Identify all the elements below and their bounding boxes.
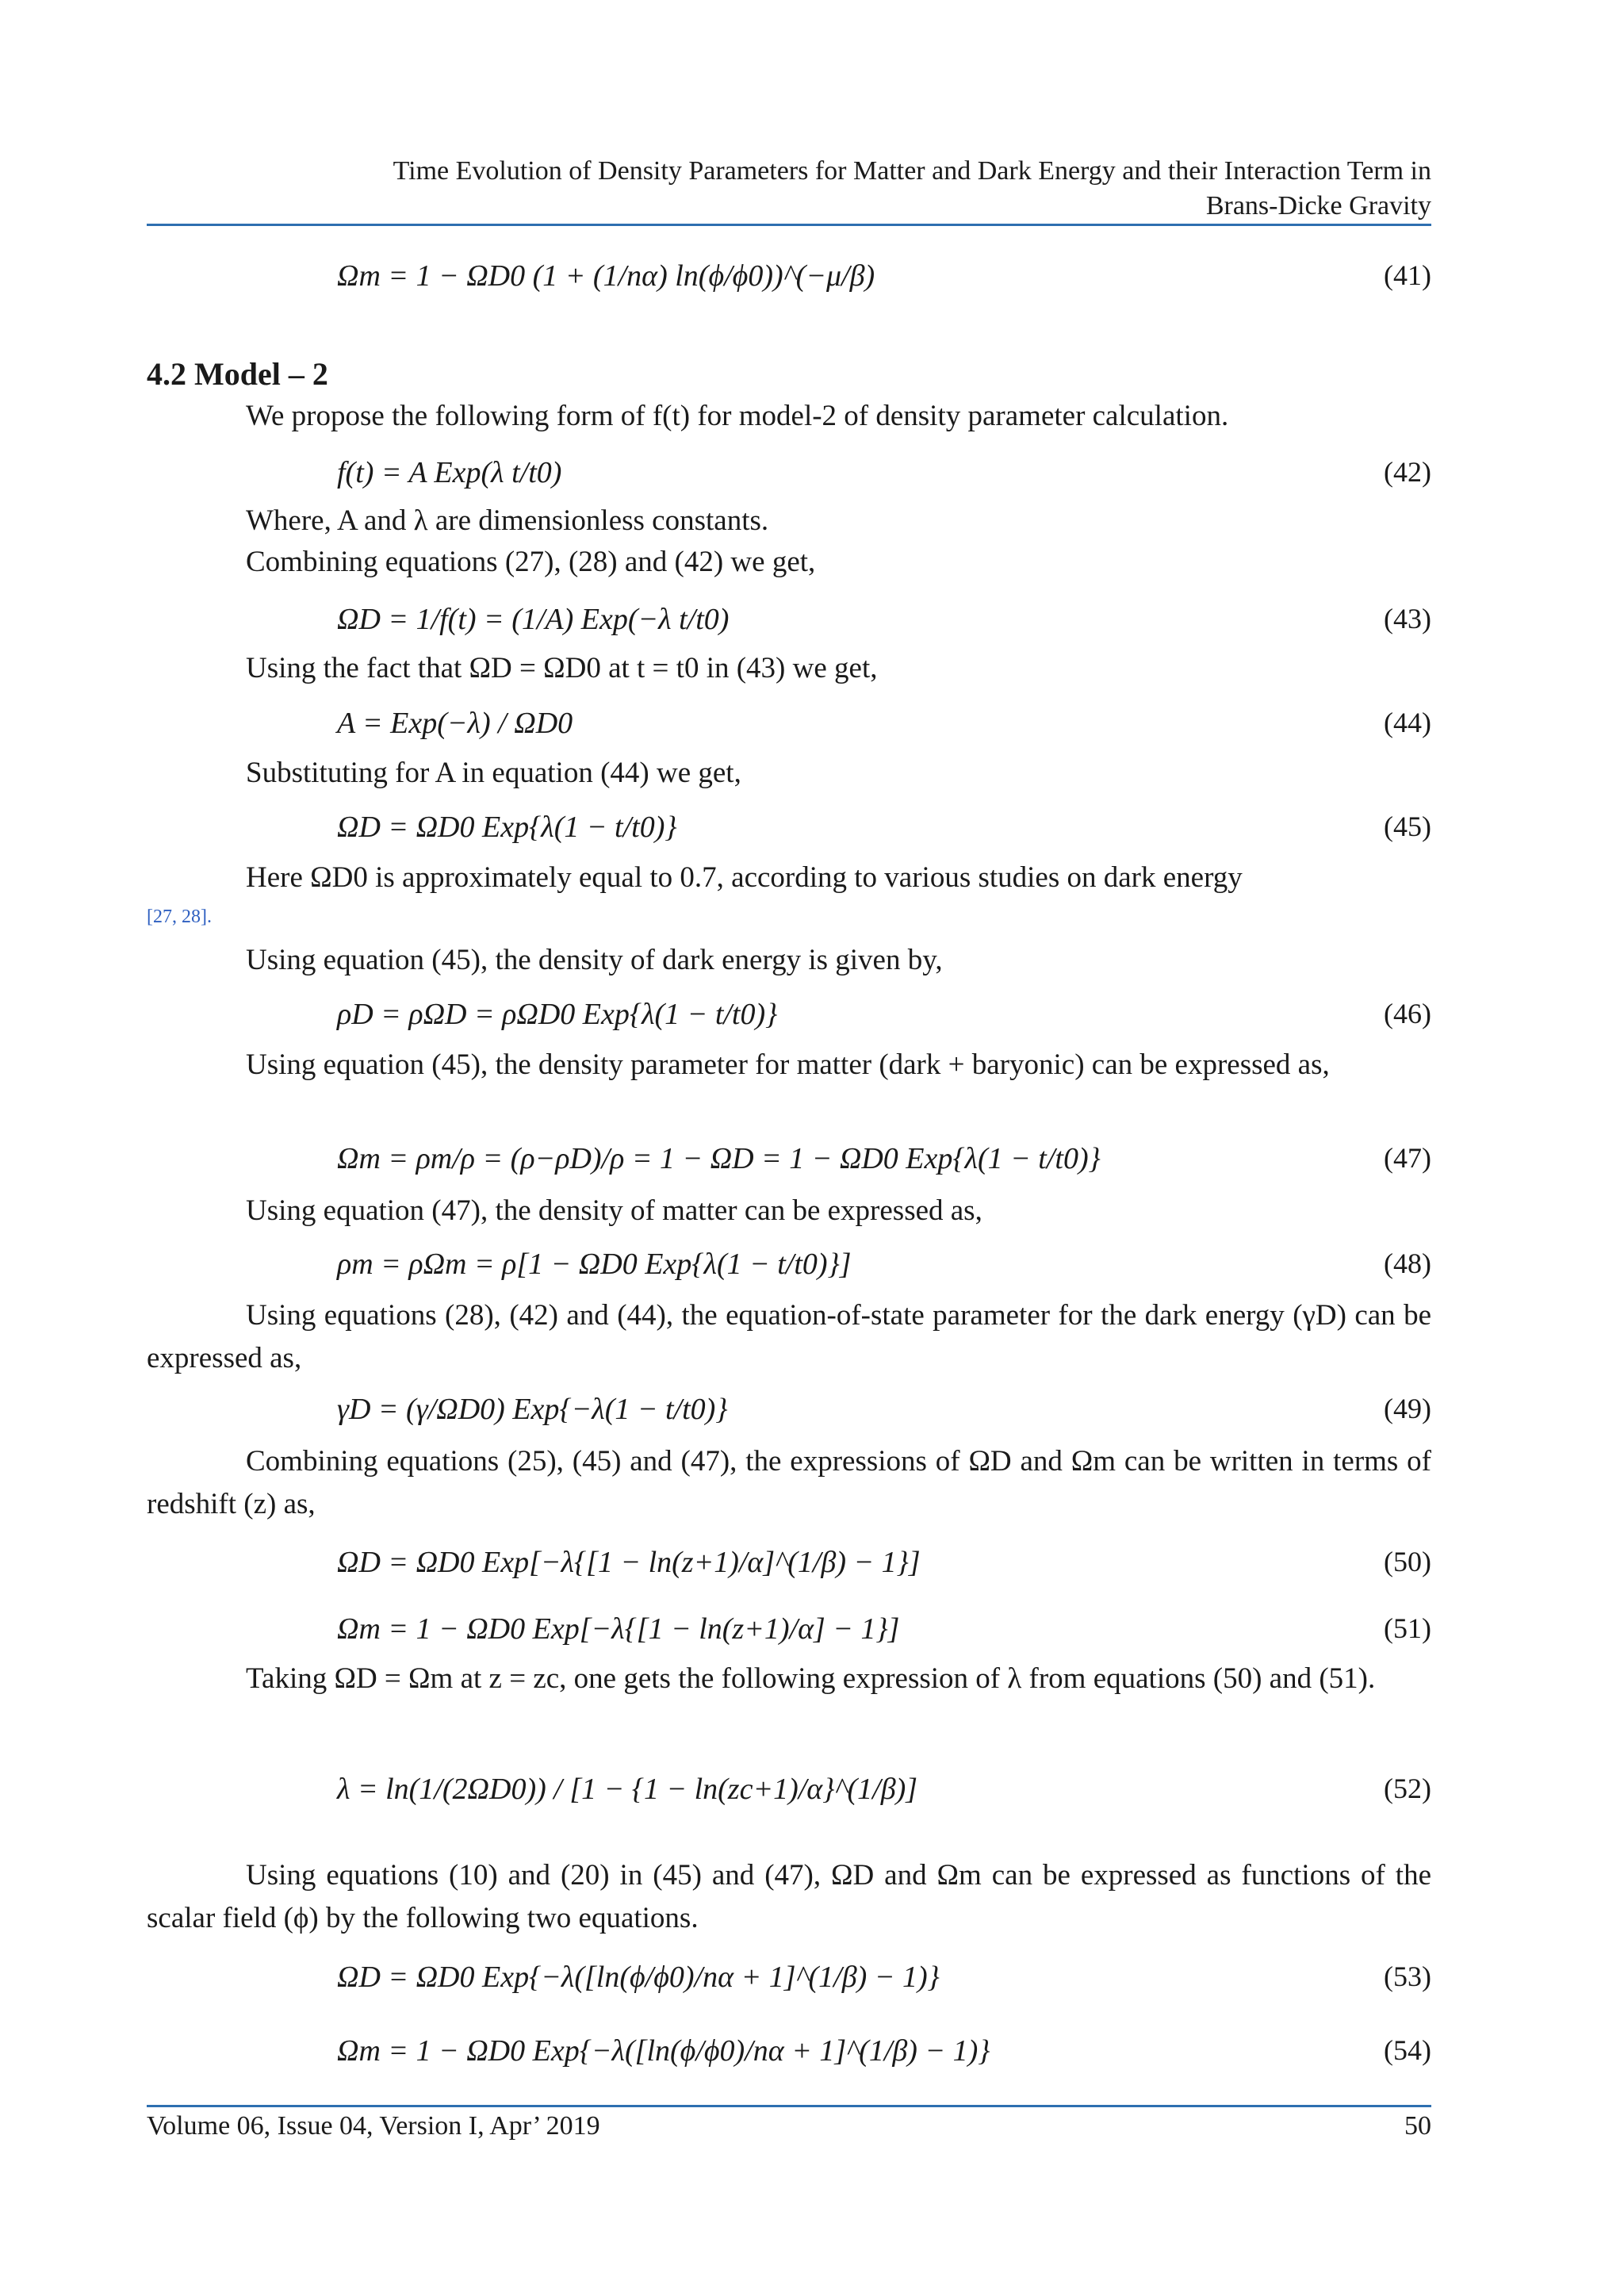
paragraph: Substituting for A in equation (44) we get, <box>246 757 741 789</box>
equation-number: (41) <box>1384 259 1431 291</box>
equation-number: (53) <box>1384 1961 1431 1992</box>
equation-expression: f(t) = A Exp(λ t/t0) <box>337 456 562 489</box>
equation-expression: ΩD = 1/f(t) = (1/A) Exp(−λ t/t0) <box>337 603 730 636</box>
section-heading: 4.2 Model – 2 <box>147 356 328 392</box>
equation-54 <box>147 2022 1431 2086</box>
paragraph: Where, A and λ are dimensionless constants. <box>246 504 769 537</box>
equation-48 <box>147 1236 1431 1299</box>
equation-expression: Ωm = 1 − ΩD0 Exp{−λ([ln(ϕ/ϕ0)/nα + 1]^(1/β) − 1)} <box>337 2034 990 2068</box>
equation-expression: λ = ln(1/(2ΩD0)) / [1 − {1 − ln(zc+1)/α}^(1/β)] <box>337 1773 918 1806</box>
equation-45 <box>147 799 1431 862</box>
header-rule <box>147 224 1431 226</box>
equation-expression: ρD = ρΩD = ρΩD0 Exp{λ(1 − t/t0)} <box>337 998 778 1031</box>
equation-expression: Ωm = 1 − ΩD0 (1 + (1/nα) ln(ϕ/ϕ0))^(−μ/β) <box>337 259 875 293</box>
paragraph: Using equations (10) and (20) in (45) and (47), ΩD and Ωm can be expressed as functions of the scalar field (ϕ) by the following two equations. <box>147 1859 1431 1934</box>
equation-expression: A = Exp(−λ) / ΩD0 <box>337 707 573 740</box>
footer <box>147 2111 1431 2141</box>
equation-number: (51) <box>1384 1612 1431 1644</box>
page-number: 50 <box>1404 2111 1431 2141</box>
equation-expression: ΩD = ΩD0 Exp[−λ{[1 − ln(z+1)/α]^(1/β) − 1}] <box>337 1546 921 1579</box>
equation-number: (48) <box>1384 1248 1431 1279</box>
equation-47 <box>147 1130 1431 1194</box>
equation-number: (44) <box>1384 707 1431 738</box>
paragraph: Using equation (45), the density of dark energy is given by, <box>246 944 943 976</box>
equation-number: (43) <box>1384 603 1431 634</box>
equation-expression: Ωm = ρm/ρ = (ρ−ρD)/ρ = 1 − ΩD = 1 − ΩD0 Exp{λ(1 − t/t0)} <box>337 1142 1101 1175</box>
equation-expression: Ωm = 1 − ΩD0 Exp[−λ{[1 − ln(z+1)/α] − 1}] <box>337 1612 900 1646</box>
header-line-2: Brans-Dicke Gravity <box>1205 191 1431 220</box>
equation-number: (45) <box>1384 811 1431 842</box>
equation-53 <box>147 1949 1431 2012</box>
equation-number: (50) <box>1384 1546 1431 1577</box>
footer-volume-info: Volume 06, Issue 04, Version I, Apr’ 2019 <box>147 2111 600 2141</box>
equation-50 <box>147 1534 1431 1597</box>
equation-52 <box>147 1761 1431 1824</box>
equation-number: (47) <box>1384 1142 1431 1174</box>
equation-41 <box>147 247 1431 311</box>
equation-number: (42) <box>1384 456 1431 488</box>
running-header <box>147 154 1431 224</box>
paragraph: We propose the following form of f(t) for model-2 of density parameter calculation. <box>246 400 1229 432</box>
equation-expression: ΩD = ΩD0 Exp{λ(1 − t/t0)} <box>337 811 677 844</box>
paragraph: Taking ΩD = Ωm at z = zc, one gets the following expression of λ from equations (50) and (51). <box>246 1662 1376 1695</box>
paragraph: Using the fact that ΩD = ΩD0 at t = t0 in (43) we get, <box>246 652 878 684</box>
equation-number: (52) <box>1384 1773 1431 1804</box>
equation-expression: ρm = ρΩm = ρ[1 − ΩD0 Exp{λ(1 − t/t0)}] <box>337 1248 852 1281</box>
equation-49 <box>147 1381 1431 1444</box>
equation-expression: ΩD = ΩD0 Exp{−λ([ln(ϕ/ϕ0)/nα + 1]^(1/β) − 1)} <box>337 1961 940 1994</box>
equation-46 <box>147 986 1431 1049</box>
equation-number: (46) <box>1384 998 1431 1029</box>
equation-51 <box>147 1600 1431 1664</box>
paragraph: Using equations (28), (42) and (44), the equation-of-state parameter for the dark energy (γD) can be expressed as, <box>147 1299 1431 1374</box>
equation-44 <box>147 695 1431 758</box>
header-line-1: Time Evolution of Density Parameters for Matter and Dark Energy and their Interaction Term in <box>393 156 1431 186</box>
equation-number: (54) <box>1384 2034 1431 2066</box>
equation-expression: γD = (γ/ΩD0) Exp{−λ(1 − t/t0)} <box>337 1393 728 1426</box>
paragraph: Using equation (47), the density of matter can be expressed as, <box>246 1194 982 1227</box>
equation-43 <box>147 591 1431 654</box>
paragraph: Here ΩD0 is approximately equal to 0.7, according to various studies on dark energy <box>246 861 1243 894</box>
paragraph: Using equation (45), the density parameter for matter (dark + baryonic) can be expressed as, <box>246 1048 1330 1081</box>
citation-link[interactable]: [27, 28]. <box>147 907 212 927</box>
footer-rule <box>147 2105 1431 2107</box>
paragraph: Combining equations (27), (28) and (42) we get, <box>246 546 816 578</box>
paragraph: Combining equations (25), (45) and (47), the expressions of ΩD and Ωm can be written in terms of redshift (z) as, <box>147 1445 1431 1520</box>
equation-42 <box>147 444 1431 508</box>
equation-number: (49) <box>1384 1393 1431 1424</box>
